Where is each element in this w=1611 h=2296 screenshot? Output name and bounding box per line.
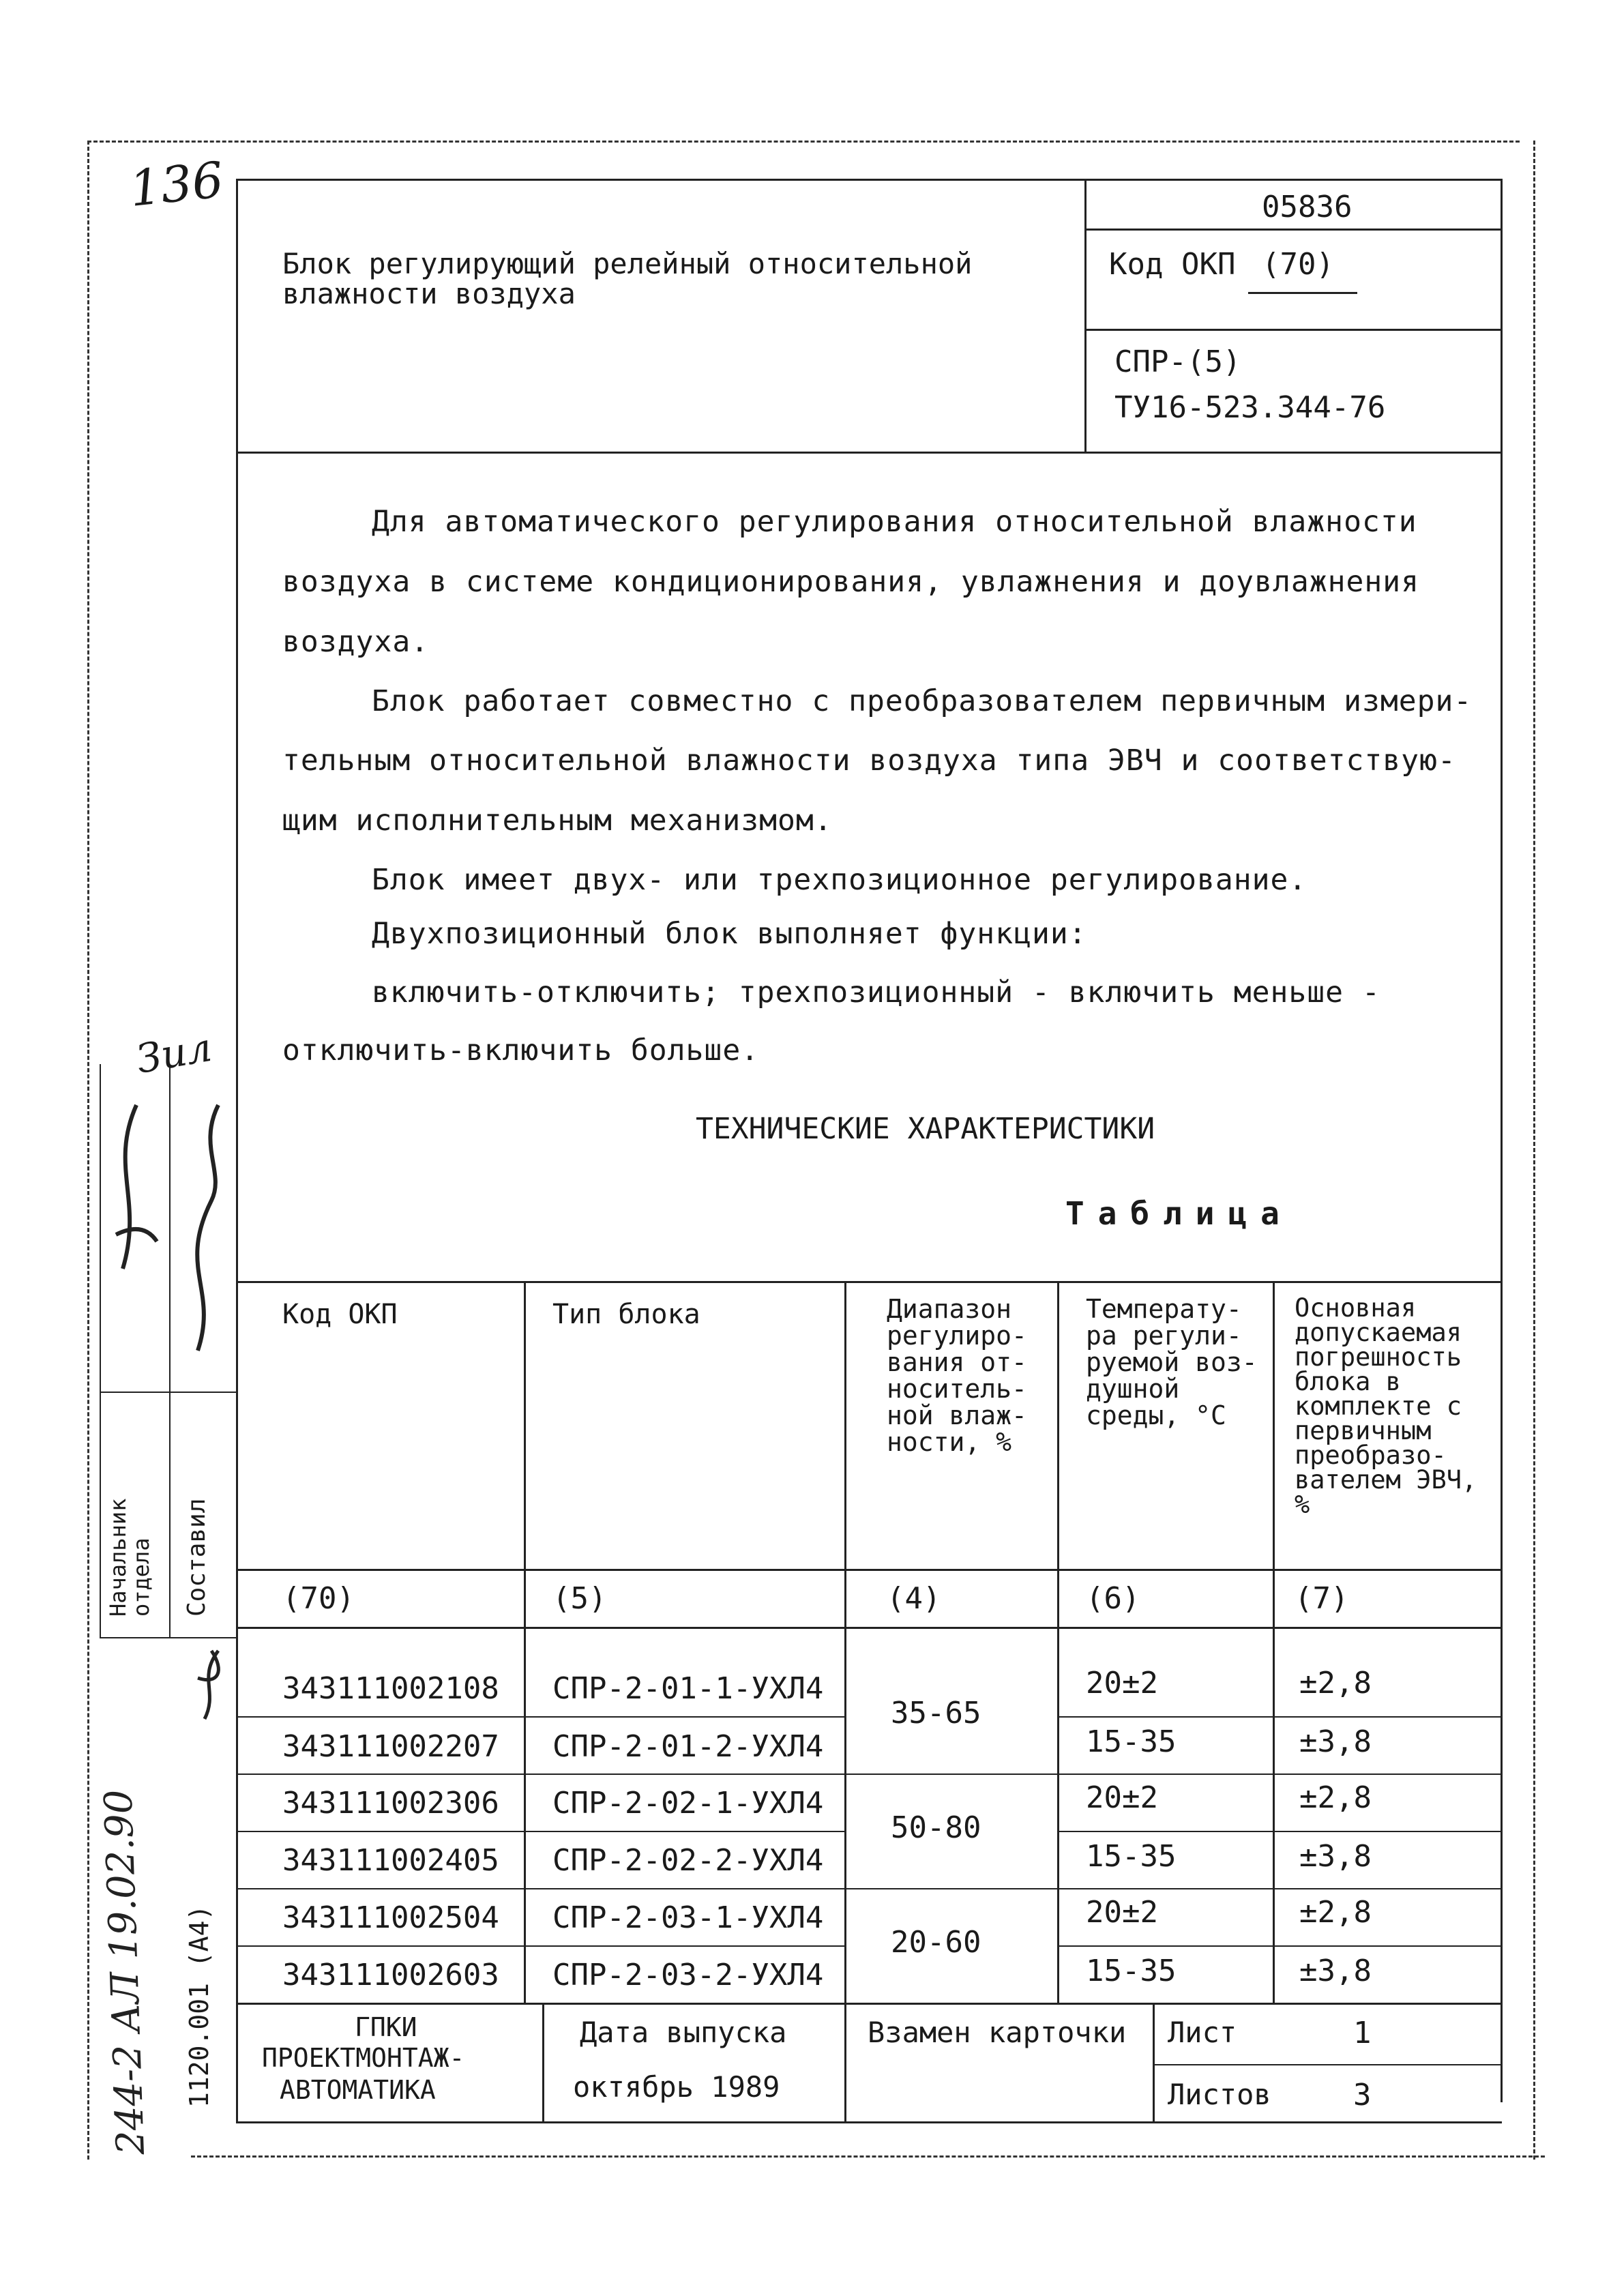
org-line3: АВТОМАТИКА [280,2075,436,2105]
code-temp: (6) [1086,1581,1140,1616]
desc-p4: Двухпозиционный блок выполняет функции: [372,917,1087,951]
row-type: СПР-2-01-1-УХЛ4 [552,1671,824,1706]
row-okp: 343111002504 [282,1900,499,1935]
replace-label: Взамен карточки [868,2016,1127,2049]
row-temp: 20±2 [1086,1895,1158,1930]
sheets-value: 3 [1353,2078,1372,2113]
org-line2: ПРОЕКТМОНТАЖ- [262,2043,465,2073]
col-header-temp: Температу-ра регули-руемой воз-душной среды, °С [1086,1294,1258,1430]
code-error: (7) [1295,1581,1349,1616]
frame-left [87,141,89,2160]
desc-p2-line1: Блок работает совместно с преобразователем первичным измери- [372,684,1473,718]
row-temp: 20±2 [1086,1780,1158,1815]
signature-scribbles [95,1064,239,2128]
head-label: Начальник отдела [105,1498,154,1617]
date-label: Дата выпуска [580,2016,787,2049]
col-header-range: Диапазон регулиро-вания от-носитель-ной влаж-ности, % [887,1294,1027,1457]
row-error: ±2,8 [1299,1895,1372,1930]
row-type: СПР-2-01-2-УХЛ4 [552,1729,824,1764]
doc-code: 1120.001 (А4) [184,1904,214,2108]
row-type: СПР-2-03-2-УХЛ4 [552,1958,824,1992]
tu-code: ТУ16-523.344-76 [1114,390,1386,425]
signature-head [116,1105,157,1269]
row-error: ±2,8 [1299,1780,1372,1815]
row-okp: 343111002306 [282,1786,499,1821]
row-temp: 15-35 [1086,1954,1177,1988]
desc-p3: Блок имеет двух- или трехпозиционное регулирование. [372,863,1307,897]
row-okp: 343111002405 [282,1843,499,1878]
code-number: 05836 [1262,190,1353,224]
code-okp: (70) [282,1581,355,1616]
okp-label: Код ОКП [1109,247,1236,282]
desc-p1-line2: воздуха в системе кондиционирования, увлажнения и доувлажнения [282,565,1420,599]
frame-right [1533,141,1535,2160]
desc-p2-line2: тельным относительной влажности воздуха типа ЭВЧ и соответствую- [282,744,1456,778]
sheet-value: 1 [1353,2016,1372,2050]
desc-p1-line1: Для автоматического регулирования относительной влажности [372,505,1417,539]
desc-p5-line2: отключить-включить больше. [282,1033,760,1068]
signature-compiled [197,1105,218,1351]
desc-p2-line3: щим исполнительным механизмом. [282,804,833,838]
row-error: ±3,8 [1299,1839,1372,1874]
range-cell: 20-60 [891,1925,981,1960]
page-number: 136 [126,151,226,218]
frame-bottom [191,2155,1545,2158]
desc-p5-line1: включить-отключить; трехпозиционный - включить меньше - [372,975,1380,1010]
row-okp: 343111002108 [282,1671,499,1706]
code-range: (4) [887,1581,941,1616]
frame-top [87,141,1520,143]
sheet-label: Лист [1168,2016,1237,2049]
col-header-error: Основная допускаемая погрешность блока в комплекте с первичным преобразо-вателем ЭВЧ, % [1295,1293,1477,1519]
row-type: СПР-2-03-1-УХЛ4 [552,1900,824,1935]
code-type: (5) [552,1581,607,1616]
sheets-label: Листов [1168,2078,1271,2111]
date-value: октябрь 1989 [573,2070,780,2104]
section-title: ТЕХНИЧЕСКИЕ ХАРАКТЕРИСТИКИ [696,1112,1155,1146]
product-title: Блок регулирующий релейный относительной влажности воздуха [282,247,973,310]
row-temp: 20±2 [1086,1666,1158,1701]
row-okp: 343111002603 [282,1958,499,1992]
row-temp: 15-35 [1086,1839,1177,1874]
range-cell: 35-65 [891,1696,981,1731]
range-cell: 50-80 [891,1810,981,1845]
okp-value: (70) [1262,247,1334,282]
desc-p1-line3: воздуха. [282,625,430,659]
row-type: СПР-2-02-1-УХЛ4 [552,1786,824,1821]
row-error: ±2,8 [1299,1666,1372,1701]
col-header-okp: Код ОКП [282,1299,398,1330]
row-error: ±3,8 [1299,1724,1372,1759]
row-type: СПР-2-02-2-УХЛ4 [552,1843,824,1878]
handwritten-date: 244-2 АЛ 19.02.90 [96,1789,153,2155]
row-error: ±3,8 [1299,1954,1372,1988]
signature-note: Зил [132,1023,216,1083]
row-temp: 15-35 [1086,1724,1177,1759]
row-okp: 343111002207 [282,1729,499,1764]
signature-margin [198,1651,218,1719]
table-label: Таблица [1065,1195,1293,1232]
spr-code: СПР-(5) [1114,344,1241,379]
org-line1: ГПКИ [355,2012,417,2042]
col-header-type: Тип блока [552,1299,700,1330]
compiled-label: Составил [183,1498,211,1617]
